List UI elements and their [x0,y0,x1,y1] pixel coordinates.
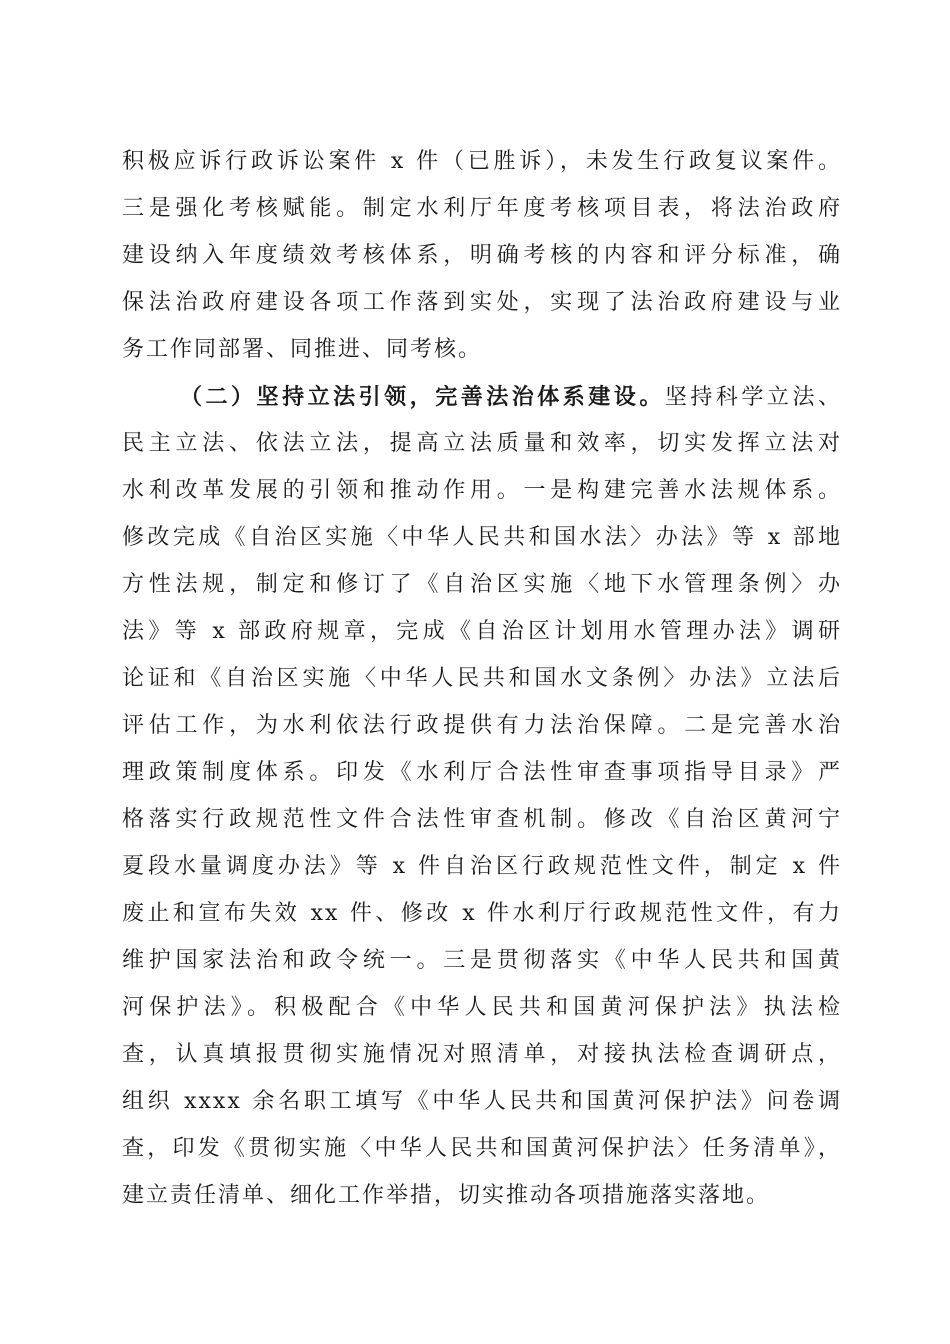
section-heading: （二）坚持立法引领，完善法治体系建设。 [180,384,665,410]
text-line: 查，印发《贯彻实施〈中华人民共和国黄河保护法〉任务清单》， [122,1136,842,1161]
text-line: 河保护法》。积极配合《中华人民共和国黄河保护法》执法检 [122,995,842,1020]
text-line: 论证和《自治区实施〈中华人民共和国水文条例〉办法》立法后 [122,666,842,691]
text-line: 保法治政府建设各项工作落到实处，实现了法治政府建设与业 [122,290,842,315]
section-heading-line [180,375,842,419]
text-line: 水利改革发展的引领和推动作用。一是构建完善水法规体系。 [122,478,842,503]
text-line: 民主立法、依法立法，提高立法质量和效率，切实发挥立法对 [122,431,842,456]
text-line: 三是强化考核赋能。制定水利厅年度考核项目表，将法治政府 [122,196,842,221]
section-heading-rest: 坚持科学立法、 [664,385,842,410]
text-line: 维护国家法治和政令统一。三是贯彻落实《中华人民共和国黄 [122,948,842,973]
text-line: 建立责任清单、细化工作举措，切实推动各项措施落实落地。 [122,1183,771,1208]
text-line: 务工作同部署、同推进、同考核。 [122,337,483,362]
text-line: 格落实行政规范性文件合法性审查机制。修改《自治区黄河宁 [122,807,842,832]
text-line: 积极应诉行政诉讼案件 x 件（已胜诉），未发生行政复议案件。 [122,149,842,174]
text-line: 建设纳入年度绩效考核体系，明确考核的内容和评分标准，确 [122,243,842,268]
text-line: 评估工作，为水利依法行政提供有力法治保障。二是完善水治 [122,713,842,738]
text-line: 理政策制度体系。印发《水利厅合法性审查事项指导目录》严 [122,760,842,785]
text-line: 废止和宣布失效 xx 件、修改 x 件水利厅行政规范性文件，有力 [122,901,842,926]
text-line: 组织 xxxx 余名职工填写《中华人民共和国黄河保护法》问卷调 [122,1089,842,1114]
text-line: 夏段水量调度办法》等 x 件自治区行政规范性文件，制定 x 件 [122,854,842,879]
text-line: 方性法规，制定和修订了《自治区实施〈地下水管理条例〉办 [122,572,842,597]
text-line: 修改完成《自治区实施〈中华人民共和国水法〉办法》等 x 部地 [122,525,842,550]
text-line: 法》等 x 部政府规章，完成《自治区计划用水管理办法》调研 [122,619,842,644]
text-line: 查，认真填报贯彻实施情况对照清单，对接执法检查调研点， [122,1042,842,1067]
